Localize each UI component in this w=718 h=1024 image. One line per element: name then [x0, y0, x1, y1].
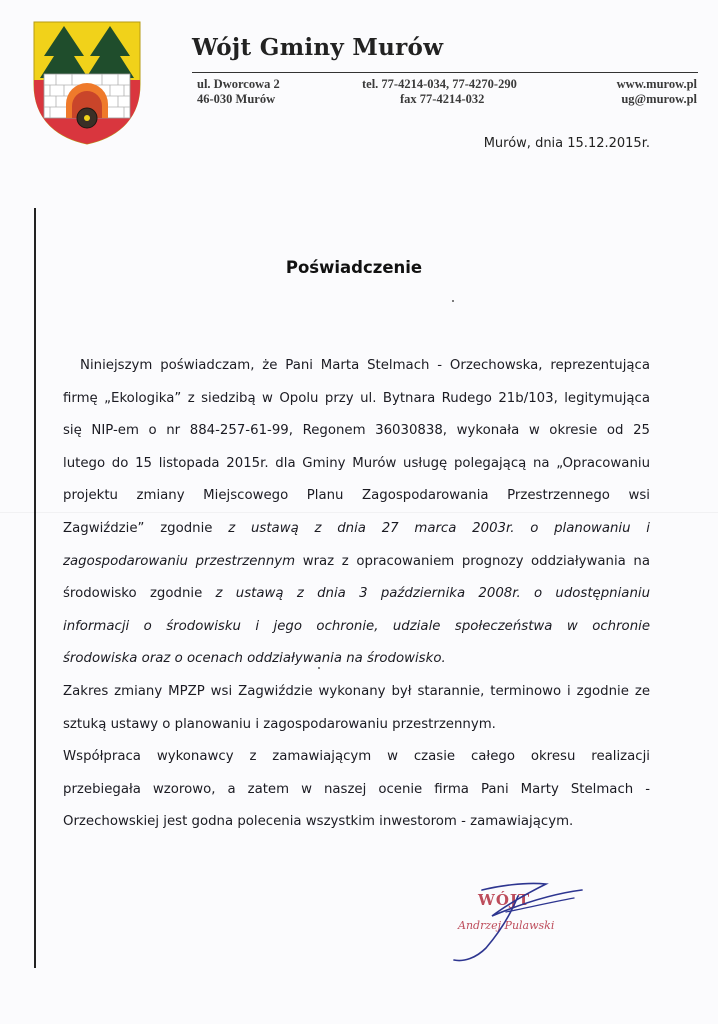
body-line: środowiska oraz o ocenach oddziaływania na środowisko. — [63, 651, 446, 667]
stamp-title: WÓJT — [478, 891, 531, 909]
letterhead-phones — [362, 77, 517, 107]
body-line: Orzechowskiej jest godna polecenia wszystkim inwestorom - zamawiającym. — [63, 814, 574, 830]
body-line: sztuką ustawy o planowaniu i zagospodarowaniu przestrzennym. — [63, 716, 496, 732]
document-title: Poświadczenie — [285, 258, 423, 277]
body-line — [63, 513, 650, 546]
address-postal: 46-030 Murów — [197, 92, 276, 106]
body-line: firmę „Ekologika” z siedzibą w Opolu przy ul. Bytnara Rudego 21b/103, legitymująca — [63, 390, 650, 406]
phone-numbers: tel. 77-4214-034, 77-4270-290 — [362, 77, 517, 91]
address-street: ul. Dworcowa 2 — [197, 77, 280, 91]
body-text-segment: wraz z opracowaniem prognozy oddziaływania na — [295, 553, 650, 569]
body-text-segment: środowisko zgodnie — [63, 586, 216, 602]
body-line: informacji o środowisku i jego ochronie, udziale społeczeństwa w ochronie — [63, 618, 650, 634]
body-line: Zakres zmiany MPZP wsi Zagwiździe wykonany był starannie, terminowo i zgodnie ze — [63, 683, 650, 699]
letterhead-rule — [192, 72, 698, 73]
body-line: przebiegała wzorowo, a zatem w naszej ocenie firma Pani Marty Stelmach - — [63, 781, 650, 797]
letterhead-address — [197, 77, 280, 107]
body-line: Współpraca wykonawcy z zamawiającym w czasie całego okresu realizacji — [63, 749, 650, 765]
letter-body — [63, 350, 650, 839]
body-line: Niniejszym poświadczam, że Pani Marta Stelmach - Orzechowska, reprezentująca — [80, 358, 650, 373]
body-line: się NIP-em o nr 884-257-61-99, Regonem 36030838, wykonała w okresie od 25 — [63, 423, 650, 439]
body-text-segment: Zagwiździe” zgodnie — [63, 520, 229, 536]
email-link[interactable]: ug@murow.pl — [621, 92, 697, 106]
stamp-name: Andrzej Pulawski — [458, 919, 555, 932]
body-line: projektu zmiany Miejscowego Planu Zagospodarowania Przestrzennego wsi — [63, 488, 650, 504]
letterhead-contact — [617, 77, 697, 107]
body-line — [63, 546, 650, 579]
body-text-italic: zagospodarowaniu przestrzennym — [63, 553, 296, 569]
coat-of-arms — [32, 20, 142, 146]
fax-number: fax 77-4214-032 — [400, 92, 485, 106]
date-line: Murów, dnia 15.12.2015r. — [483, 136, 650, 151]
left-margin-line — [34, 208, 36, 968]
body-line: lutego do 15 listopada 2015r. dla Gminy Murów usługę polegającą na „Opracowaniu — [63, 455, 650, 471]
letterhead-title: Wójt Gminy Murów — [192, 34, 444, 61]
handwritten-signature — [446, 872, 596, 962]
body-text-italic: z ustawą z dnia 27 marca 2003r. o planowaniu i — [228, 520, 650, 536]
body-line — [63, 578, 650, 611]
body-text-italic: z ustawą z dnia 3 października 2008r. o udostępnianiu — [215, 586, 650, 602]
website-link[interactable]: www.murow.pl — [616, 77, 697, 91]
